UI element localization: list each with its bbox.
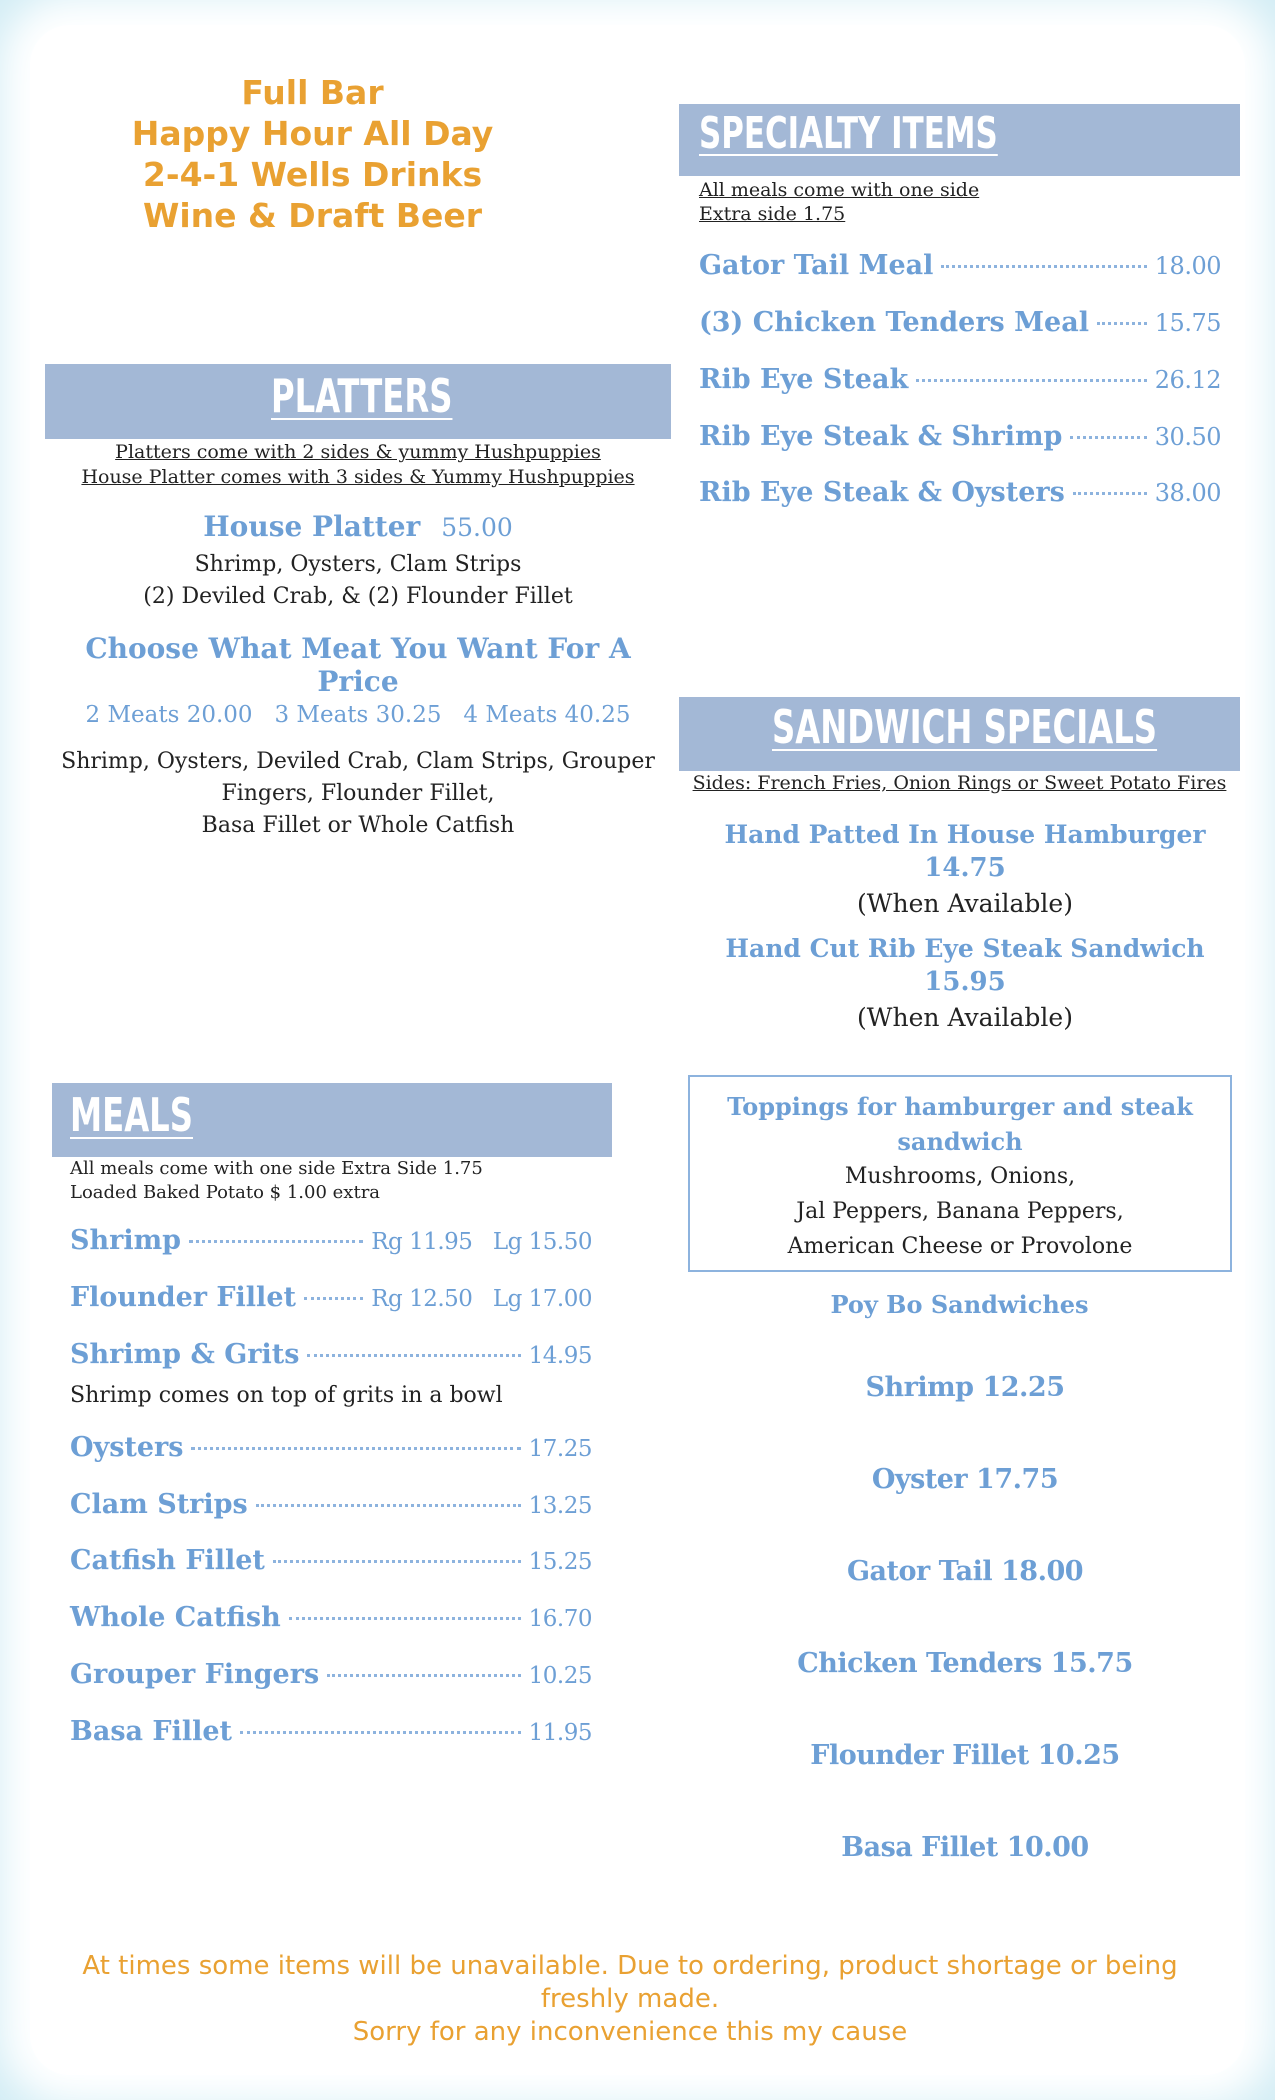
item-name: Gator Tail Meal	[699, 250, 934, 281]
house-platter-price: 55.00	[441, 513, 513, 542]
leader-dots	[307, 1354, 520, 1357]
meal-item	[70, 1545, 592, 1576]
specialty-item	[699, 250, 1221, 281]
steak-sandwich-note: (When Available)	[857, 1003, 1073, 1032]
leader-dots	[189, 1240, 363, 1243]
leader-dots	[1097, 322, 1147, 325]
meals-note-line-2: Loaded Baked Potato $ 1.00 extra	[70, 1182, 381, 1203]
toppings-line-2: Jal Peppers, Banana Peppers,	[796, 1199, 1124, 1224]
specialty-item	[699, 364, 1221, 395]
item-name: Rib Eye Steak	[699, 364, 909, 395]
meat-options-line-3: Basa Fillet or Whole Catfish	[201, 813, 515, 838]
item-name: Shrimp & Grits	[70, 1339, 300, 1370]
leader-dots	[941, 265, 1146, 268]
poboy-title: Poy Bo Sandwiches	[830, 1290, 1089, 1319]
bar-info	[100, 72, 525, 236]
specialty-note	[699, 178, 979, 226]
item-name: Rib Eye Steak & Shrimp	[699, 421, 1063, 452]
leader-dots	[273, 1560, 521, 1563]
poboy-item: Chicken Tenders 15.75	[797, 1648, 1133, 1679]
burger-note: (When Available)	[857, 889, 1073, 918]
item-price: 17.25	[528, 1436, 592, 1462]
footer-line-1: At times some items will be unavailable. Due to ordering, product shortage or being	[82, 1951, 1178, 1981]
specialty-item	[699, 477, 1221, 508]
meal-item	[70, 1225, 592, 1256]
poboy-item: Gator Tail 18.00	[846, 1556, 1084, 1587]
poboy-item: Flounder Fillet 10.25	[810, 1740, 1120, 1771]
item-price: 10.25	[528, 1663, 592, 1689]
poboy-item: Basa Fillet 10.00	[841, 1832, 1089, 1863]
leader-dots	[289, 1617, 521, 1620]
platters-title: PLATTERS	[271, 369, 453, 423]
choose-meat-section	[45, 632, 671, 842]
house-platter-desc-2: (2) Deviled Crab, & (2) Flounder Fillet	[143, 584, 573, 609]
choose-meat-prices: 2 Meats 20.00 3 Meats 30.25 4 Meats 40.25	[85, 702, 631, 728]
poboy-item: Shrimp 12.25	[865, 1372, 1065, 1403]
meal-item	[70, 1659, 592, 1690]
leader-dots	[1070, 436, 1146, 439]
leader-dots	[191, 1447, 520, 1450]
footer-line-2: freshly made.	[540, 1984, 720, 2014]
specialty-note-line-1: All meals come with one side	[699, 179, 980, 201]
item-name: Oysters	[70, 1432, 184, 1463]
platters-note-line-2: House Platter comes with 3 sides & Yummy Hushpuppies	[81, 466, 635, 488]
burger-name: Hand Patted In House Hamburger	[724, 820, 1206, 849]
poboy-list	[679, 1372, 1251, 1924]
bar-line-4: Wine & Draft Beer	[142, 196, 483, 235]
platters-note-line-1: Platters come with 2 sides & yummy Hushpuppies	[115, 441, 601, 463]
item-price: 16.70	[528, 1606, 592, 1632]
meat-options-line-1: Shrimp, Oysters, Deviled Crab, Clam Strips, Grouper	[61, 749, 655, 774]
meals-title: MEALS	[70, 1088, 193, 1142]
item-price: 38.00	[1154, 479, 1221, 507]
specialty-title: SPECIALTY ITEMS	[699, 108, 998, 159]
item-price: 15.75	[1154, 309, 1221, 337]
sandwich-title: SANDWICH SPECIALS	[772, 700, 1158, 754]
sandwich-items	[679, 820, 1251, 1032]
item-name: Flounder Fillet	[70, 1282, 296, 1313]
item-price: 30.50	[1154, 423, 1221, 451]
poboy-item: Oyster 17.75	[871, 1464, 1059, 1495]
leader-dots	[916, 379, 1147, 382]
platters-note	[45, 440, 671, 490]
sandwich-sides: Sides: French Fries, Onion Rings or Sweet Potato Fires	[692, 772, 1227, 794]
item-price: 26.12	[1154, 366, 1221, 394]
meal-item	[70, 1489, 592, 1520]
house-platter-name: House Platter	[203, 510, 421, 543]
item-price: Rg 11.95 Lg 15.50	[371, 1229, 592, 1255]
meal-item	[70, 1716, 592, 1747]
leader-dots	[240, 1731, 521, 1734]
item-name: Rib Eye Steak & Oysters	[699, 477, 1065, 508]
specialty-item	[699, 421, 1221, 452]
steak-sandwich-price: 15.95	[924, 967, 1006, 997]
item-name: Whole Catfish	[70, 1602, 281, 1633]
item-price: 11.95	[528, 1720, 592, 1746]
item-name: Grouper Fingers	[70, 1659, 320, 1690]
burger-price: 14.75	[924, 853, 1006, 883]
leader-dots	[304, 1297, 363, 1300]
toppings-box	[688, 1075, 1232, 1272]
specialty-item	[699, 307, 1221, 338]
item-name: Catfish Fillet	[70, 1545, 265, 1576]
meal-item	[70, 1432, 592, 1463]
toppings-line-1: Mushrooms, Onions,	[844, 1164, 1076, 1189]
item-name: Basa Fillet	[70, 1716, 232, 1747]
grits-note: Shrimp comes on top of grits in a bowl	[70, 1383, 503, 1408]
meat-options-line-2: Fingers, Flounder Fillet,	[221, 781, 495, 806]
item-name: (3) Chicken Tenders Meal	[699, 307, 1089, 338]
item-name: Shrimp	[70, 1225, 182, 1256]
toppings-line-3: American Cheese or Provolone	[787, 1234, 1133, 1259]
toppings-title-1: Toppings for hamburger and steak	[727, 1092, 1193, 1121]
meal-item	[70, 1339, 592, 1370]
meal-item	[70, 1602, 592, 1633]
meals-note-line-1: All meals come with one side Extra Side 1.75	[70, 1158, 483, 1179]
house-platter	[45, 510, 671, 613]
bar-line-2: Happy Hour All Day	[131, 114, 494, 153]
item-name: Clam Strips	[70, 1489, 248, 1520]
house-platter-desc-1: Shrimp, Oysters, Clam Strips	[194, 552, 522, 577]
footer-line-3: Sorry for any inconvenience this my cause	[352, 2017, 908, 2047]
item-price: 18.00	[1154, 252, 1221, 280]
leader-dots	[256, 1504, 521, 1507]
item-price: 15.25	[528, 1549, 592, 1575]
meals-note	[70, 1157, 483, 1205]
choose-meat-title: Choose What Meat You Want For A Price	[85, 632, 631, 698]
footer-notice	[60, 1950, 1200, 2049]
specialty-note-line-2: Extra side 1.75	[699, 203, 846, 225]
steak-sandwich-name: Hand Cut Rib Eye Steak Sandwich	[725, 934, 1205, 963]
item-price: 13.25	[528, 1493, 592, 1519]
leader-dots	[327, 1674, 520, 1677]
toppings-title-2: sandwich	[897, 1127, 1023, 1156]
bar-line-1: Full Bar	[241, 73, 384, 112]
item-price: 14.95	[528, 1343, 592, 1369]
bar-line-3: 2-4-1 Wells Drinks	[142, 155, 483, 194]
meal-item	[70, 1282, 592, 1313]
leader-dots	[1073, 492, 1147, 495]
item-price: Rg 12.50 Lg 17.00	[371, 1286, 592, 1312]
